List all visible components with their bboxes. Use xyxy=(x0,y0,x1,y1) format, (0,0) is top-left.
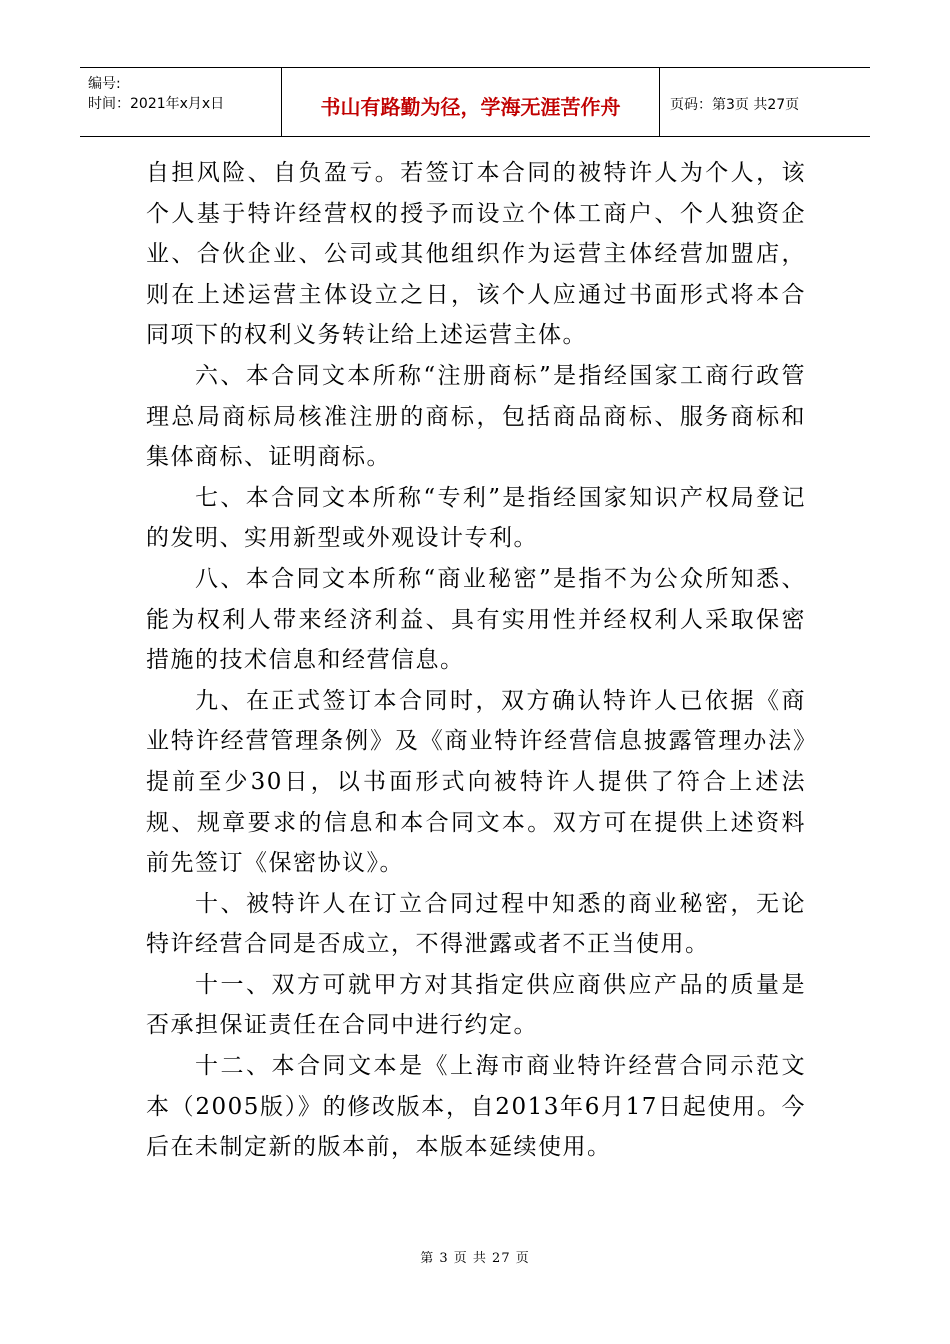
page-footer: 第 3 页 共 27 页 xyxy=(420,1251,530,1266)
paragraph-clause-12: 十二、本合同文本是《上海市商业特许经营合同示范文本（2005版）》的修改版本，自2013年6月17日起使用。今后在未制定新的版本前，本版本延续使用。 xyxy=(146,1053,806,1161)
document-number-label: 编号: xyxy=(88,76,121,92)
document-body xyxy=(146,153,806,1168)
paragraph-clause-9: 九、在正式签订本合同时，双方确认特许人已依据《商业特许经营管理条例》及《商业特许经营信息披露管理办法》提前至少30日，以书面形式向被特许人提供了符合上述法规、规章要求的信息和本合同文本。双方可在提供上述资料前先签订《保密协议》。 xyxy=(146,687,806,877)
paragraph-clause-7: 七、本合同文本所称“专利”是指经国家知识产权局登记的发明、实用新型或外观设计专利。 xyxy=(146,484,806,552)
paragraph-clause-8: 八、本合同文本所称“商业秘密”是指不为公众所知悉、能为权利人带来经济利益、具有实用性并经权利人采取保密措施的技术信息和经营信息。 xyxy=(146,565,806,674)
paragraph-clause-6: 六、本合同文本所称“注册商标”是指经国家工商行政管理总局商标局核准注册的商标，包括商品商标、服务商标和集体商标、证明商标。 xyxy=(146,362,806,471)
page-header xyxy=(80,67,870,137)
paragraph-clause-10: 十、被特许人在订立合同过程中知悉的商业秘密，无论特许经营合同是否成立，不得泄露或者不正当使用。 xyxy=(146,890,806,958)
header-page-info: 页码：第3页 共27页 xyxy=(670,97,800,113)
header-meta xyxy=(80,68,282,136)
header-motto: 书山有路勤为径，学海无涯苦作舟 xyxy=(282,68,660,136)
paragraph-clause-11: 十一、双方可就甲方对其指定供应商供应产品的质量是否承担保证责任在合同中进行约定。 xyxy=(146,971,806,1039)
document-date: 时间：2021年x月x日 xyxy=(88,96,225,112)
paragraph-continuation: 自担风险、自负盈亏。若签订本合同的被特许人为个人，该个人基于特许经营权的授予而设立个体工商户、个人独资企业、合伙企业、公司或其他组织作为运营主体经营加盟店，则在上述运营主体设立之日，该个人应通过书面形式将本合同项下的权利义务转让给上述运营主体。 xyxy=(146,160,806,349)
